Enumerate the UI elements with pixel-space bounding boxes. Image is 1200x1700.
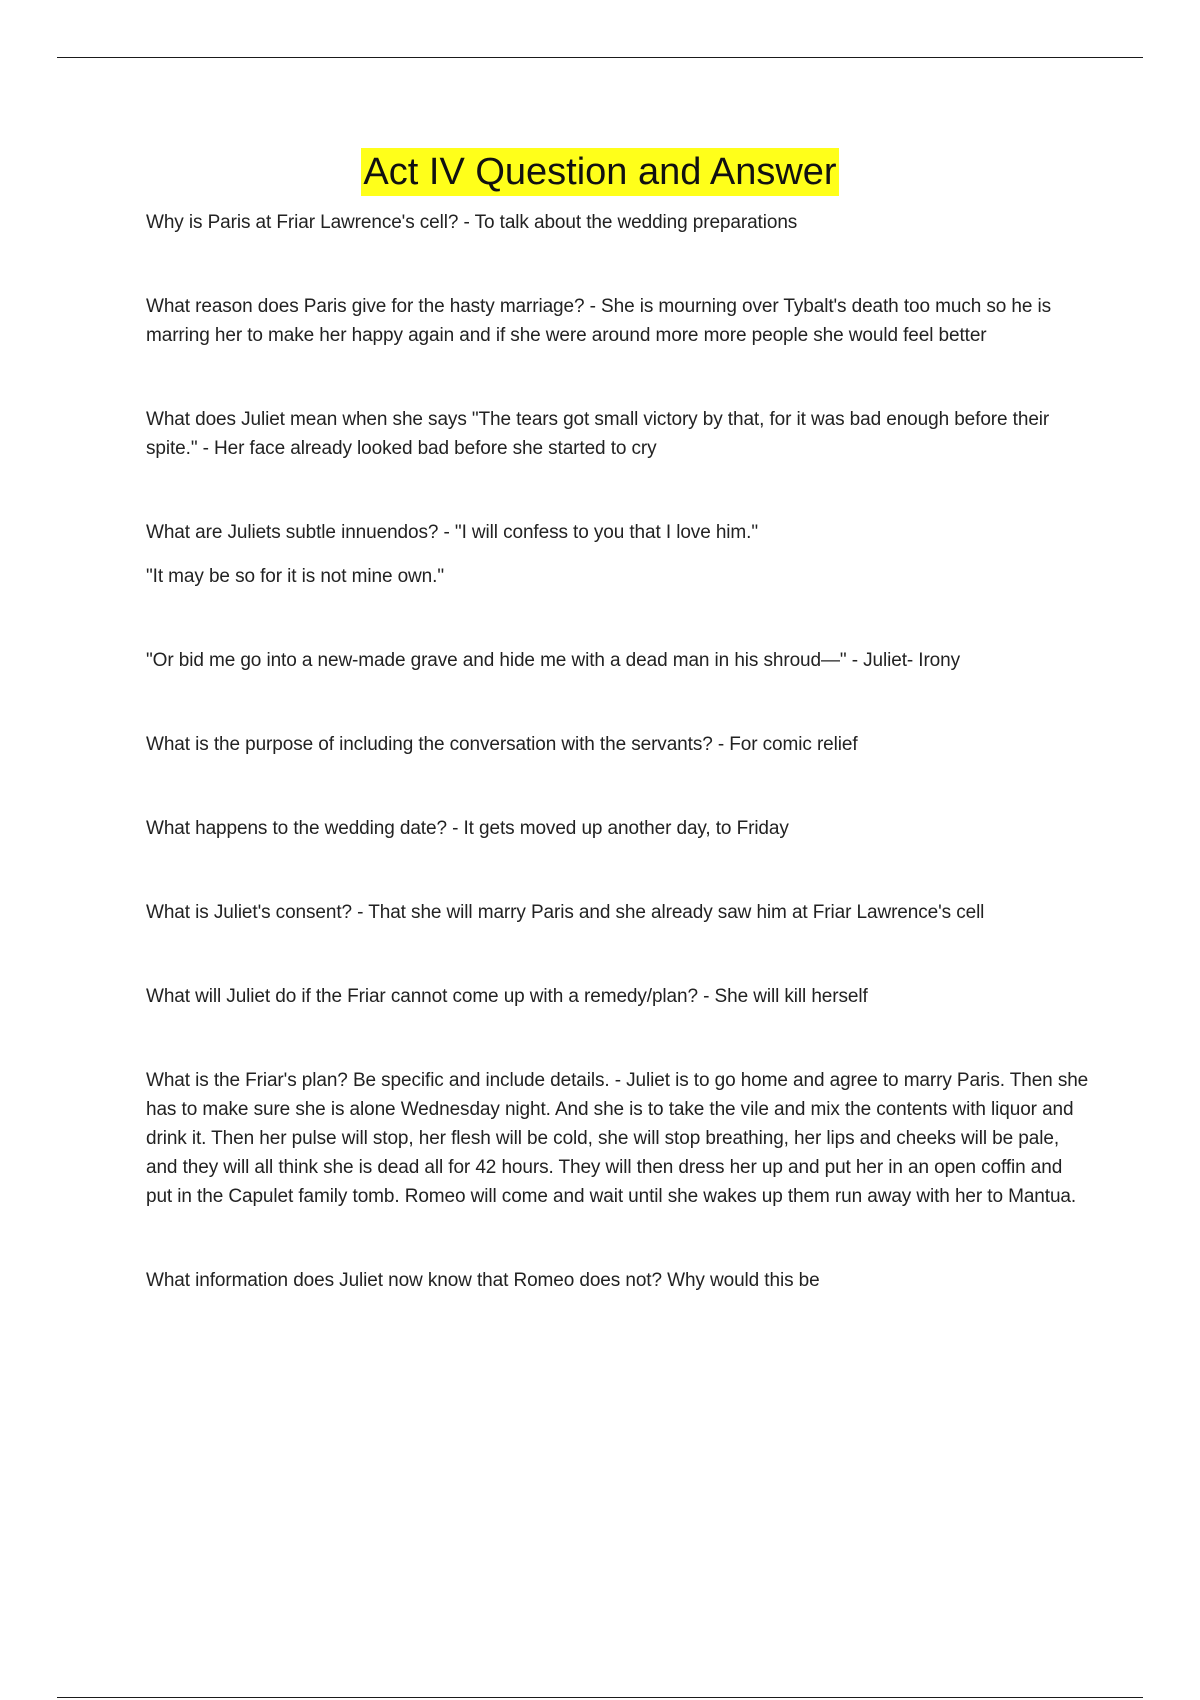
qa-item: What information does Juliet now know that Romeo does not? Why would this be (146, 1270, 820, 1291)
qa-item: Why is Paris at Friar Lawrence's cell? - To talk about the wedding preparations (146, 212, 798, 233)
qa-item: What does Juliet mean when she says "The tears got small victory by that, for it was bad enough before their spite." - Her face already looked bad before she started to cry (146, 409, 1050, 459)
qa-item: What is the Friar's plan? Be specific and include details. - Juliet is to go home and agree to marry Paris. Then she has to make sure she is alone Wednesday night. And she is to take the vile and mix the contents with liquor and drink it. Then her pulse will stop, her flesh will be cold, she will stop breathing, her lips and cheeks will be pale, and they will all think she is dead all for 42 hours. They will then dress her up and put her in an open coffin and put in the Capulet family tomb. Romeo will come and wait until she wakes up them run away with her to Mantua. (146, 1070, 1089, 1207)
qa-item: "Or bid me go into a new-made grave and hide me with a dead man in his shroud—" - Juliet- Irony (146, 650, 961, 671)
qa-item: What is the purpose of including the conversation with the servants? - For comic relief (146, 734, 858, 755)
qa-item: What will Juliet do if the Friar cannot come up with a remedy/plan? - She will kill herself (146, 986, 868, 1007)
title-container (0, 148, 1200, 196)
document-title: Act IV Question and Answer (361, 148, 838, 196)
qa-item-continuation: "It may be so for it is not mine own." (146, 566, 444, 587)
bottom-rule (57, 1697, 1143, 1698)
qa-item: What reason does Paris give for the hasty marriage? - She is mourning over Tybalt's death too much so he is marring her to make her happy again and if she were around more more people she would feel better (146, 296, 1052, 346)
qa-item: What is Juliet's consent? - That she will marry Paris and she already saw him at Friar Lawrence's cell (146, 902, 985, 923)
qa-list (146, 208, 1091, 1295)
qa-item: What happens to the wedding date? - It gets moved up another day, to Friday (146, 818, 789, 839)
top-rule (57, 57, 1143, 58)
qa-item: What are Juliets subtle innuendos? - "I will confess to you that I love him." (146, 522, 758, 543)
